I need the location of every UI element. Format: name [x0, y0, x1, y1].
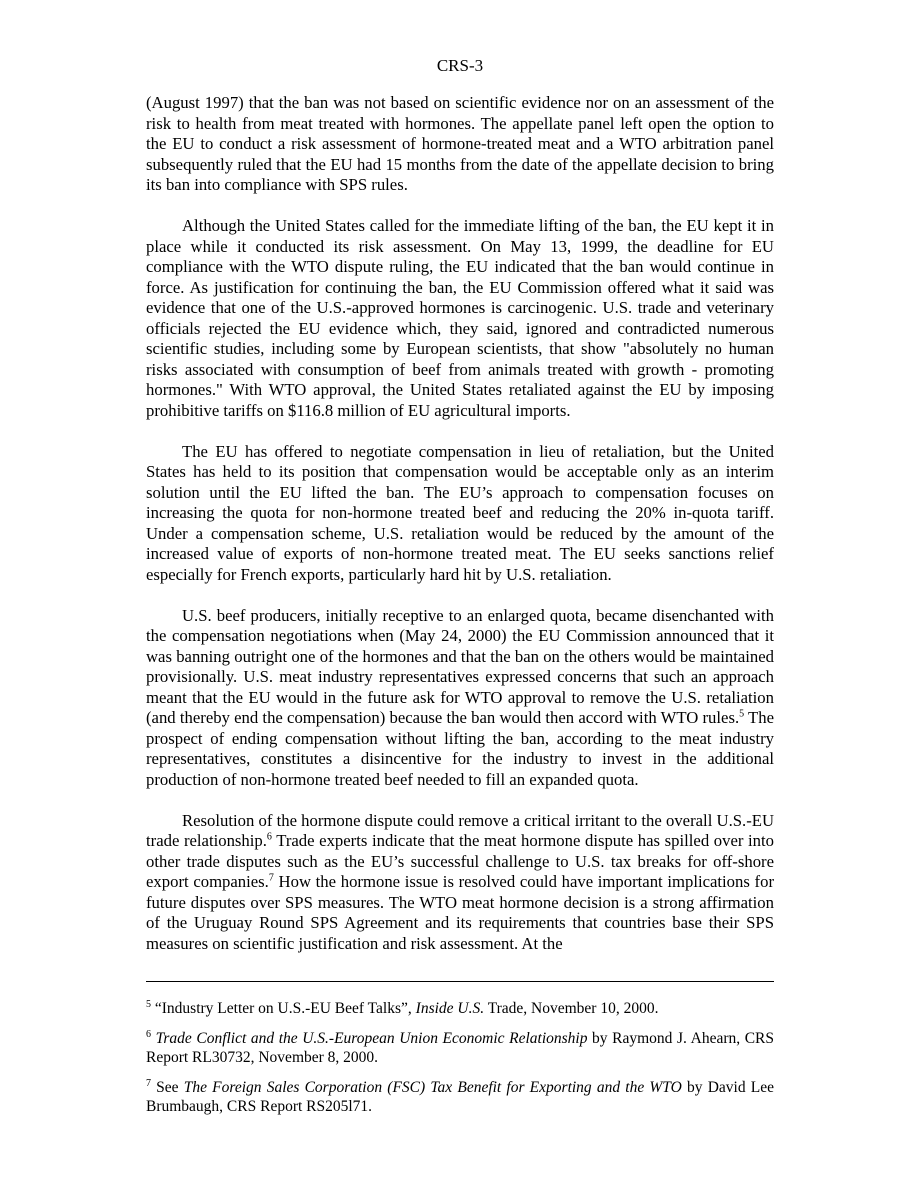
footnote-number: 6 [146, 1028, 151, 1040]
footnote-italic-title: Inside U.S. [415, 1000, 485, 1017]
paragraph-4-part-b: The prospect of ending compensation without lifting the ban, according to the meat industry representatives, constitutes a disincentive for the industry to invest in the additional production of non-hormone treated beef needed to fill an expanded quota. [146, 708, 774, 789]
paragraph-3: The EU has offered to negotiate compensation in lieu of retaliation, but the United States has held to its position that compensation would be acceptable only as an interim solution until the EU lifted the ban. The EU’s approach to compensation focuses on increasing the quota for non-hormone treated beef and reducing the 20% in-quota tariff. Under a compensation scheme, U.S. retaliation would be reduced by the amount of the increased value of exports of non-hormone treated meat. The EU seeks sanctions relief especially for French exports, particularly hard hit by U.S. retaliation. [146, 441, 774, 584]
paragraph-4-part-a: U.S. beef producers, initially receptive to an enlarged quota, became disenchanted with the compensation negotiations when (May 24, 2000) the EU Commission announced that it was banning outright one of the hormones and that the ban on the others would be maintained provisionally. U.S. meat industry representatives expressed concerns that such an approach meant that the EU would in the future ask for WTO approval to remove the U.S. retaliation (and thereby end the compensation) because the ban would then accord with WTO rules. [146, 605, 774, 727]
paragraph-1: (August 1997) that the ban was not based on scientific evidence nor on an assessment of the risk to health from meat treated with hormones. The appellate panel left open the option to the EU to conduct a risk assessment of hormone-treated meat and a WTO arbitration panel subsequently ruled that the EU had 15 months from the date of the appellate decision to bring its ban into compliance with SPS rules. [146, 93, 774, 194]
footnote-text: by Raymond J. Ahearn, CRS Report RL30732, November 8, 2000. [146, 1030, 774, 1066]
page-header: CRS-3 [436, 56, 484, 75]
footnote-number: 7 [146, 1077, 151, 1089]
paragraph-5-part-a: Resolution of the hormone dispute could remove a critical irritant to the overall U.S.-EU trade relationship. [146, 810, 774, 850]
footnote-ref-6: 6 [266, 831, 272, 843]
footnote-ref-7: 7 [268, 872, 274, 884]
paragraph-2: Although the United States called for the immediate lifting of the ban, the EU kept it in place while it conducted its risk assessment. On May 13, 1999, the deadline for EU compliance with the WTO dispute ruling, the EU indicated that the ban would continue in force. As justification for continuing the ban, the EU Commission offered what it said was evidence that one of the U.S.-approved hormones is carcinogenic. U.S. trade and veterinary officials rejected the EU evidence which, they said, ignored and contradicted numerous scientific studies, including some by European scientists, that show "absolutely no human risks associated with consumption of beef from animals treated with growth - promoting hormones." With WTO approval, the United States retaliated against the EU by imposing prohibitive tariffs on $116.8 million of EU agricultural imports. [146, 216, 774, 420]
footnote-italic-title: Trade Conflict and the U.S.-European Union Economic Relationship [155, 1030, 588, 1047]
footnote-text: See [151, 1079, 184, 1096]
paragraph-5 [146, 811, 774, 955]
paragraph-5-part-b: Trade experts indicate that the meat hormone dispute has spilled over into other trade disputes such as the EU’s successful challenge to U.S. tax breaks for off-shore export companies. [146, 831, 774, 891]
footnotes [146, 999, 774, 1127]
footnote-ref-5: 5 [739, 708, 745, 720]
footnote-text: by David Lee Brumbaugh, CRS Report RS205l71. [146, 1079, 774, 1115]
paragraph-4 [146, 606, 774, 791]
footnote-text: Trade, November 10, 2000. [484, 1000, 659, 1017]
footnote-number: 5 [146, 998, 151, 1010]
footnote-text: “Industry Letter on U.S.-EU Beef Talks”, [151, 1000, 416, 1017]
footnote-7 [146, 1078, 774, 1116]
body-text [146, 93, 774, 975]
footnote-divider [146, 981, 774, 982]
footnote-5 [146, 999, 774, 1018]
footnote-italic-title: The Foreign Sales Corporation (FSC) Tax Benefit for Exporting and the WTO [183, 1079, 682, 1096]
footnote-6 [146, 1029, 774, 1067]
paragraph-5-part-c: How the hormone issue is resolved could have important implications for future disputes over SPS measures. The WTO meat hormone decision is a strong affirmation of the Uruguay Round SPS Agreement and its requirements that countries base their SPS measures on scientific justification and risk assessment. At the [146, 872, 775, 953]
